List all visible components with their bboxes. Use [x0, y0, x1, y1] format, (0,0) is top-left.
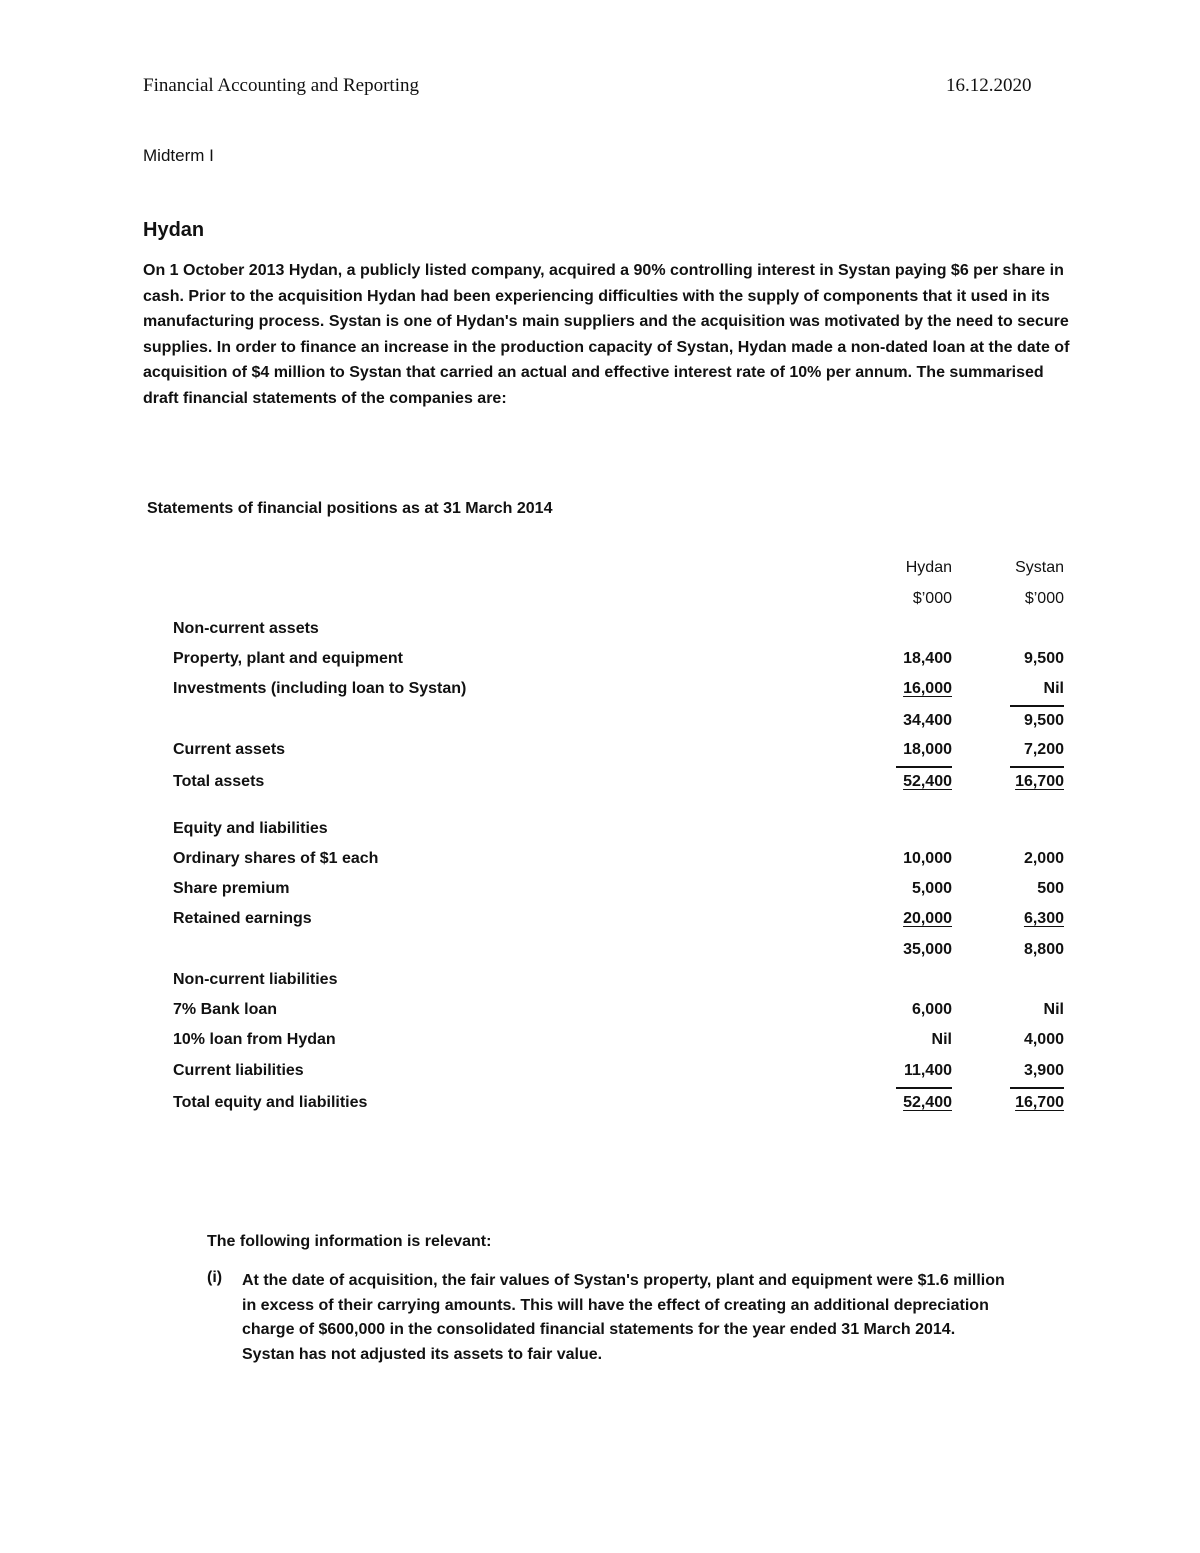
- row-label: Property, plant and equipment: [173, 650, 403, 667]
- table-row: [0, 971, 1200, 1001]
- subtotal-rule: [1010, 766, 1064, 768]
- case-title: Hydan: [143, 219, 205, 241]
- info-heading: The following information is relevant:: [207, 1233, 492, 1250]
- column-header-hydan: Hydan: [905, 559, 952, 576]
- hydan-value: 16,000: [903, 680, 952, 697]
- hydan-value: Nil: [931, 1031, 952, 1048]
- subtotal-rule: [896, 766, 952, 768]
- info-item-text: At the date of acquisition, the fair values of Systan's property, plant and equipment were $1.6 million in excess of their carrying amounts. This will have the effect of creating an additional depreciation charge of $600,000 in the consolidated financial statements for the year ended 31 March 2014. Systan has not adjusted its assets to fair value.: [242, 1272, 1005, 1363]
- row-label: Ordinary shares of $1 each: [173, 850, 379, 867]
- hydan-value: 5,000: [911, 880, 952, 897]
- intro-text: On 1 October 2013 Hydan, a publicly listed company, acquired a 90% controlling interest in Systan paying $6 per share in cash. Prior to the acquisition Hydan had been experiencing difficulties with the supply of components that it used in its manufacturing process. Systan is one of Hydan's main suppliers and the acquisition was motivated by the need to secure supplies. In order to finance an increase in the production capacity of Systan, Hydan made a non-dated loan at the date of acquisition of $4 million to Systan that carried an actual and effective interest rate of 10% per annum. The summarised draft financial statements of the companies are:: [143, 262, 1070, 407]
- subtotal-rule: [1010, 705, 1064, 707]
- systan-value: 9,500: [1023, 650, 1064, 667]
- table-row: [0, 1001, 1200, 1031]
- exam-name: Midterm I: [143, 146, 214, 165]
- column-header-systan: Systan: [1015, 559, 1064, 576]
- table-row: [0, 820, 1200, 850]
- hydan-value: 6,000: [911, 1001, 952, 1018]
- row-label: Total assets: [173, 773, 265, 790]
- row-label: Current liabilities: [173, 1062, 304, 1079]
- hydan-value: 35,000: [903, 941, 952, 958]
- hydan-value: 52,400: [903, 773, 952, 790]
- info-item-marker: (i): [207, 1269, 223, 1286]
- systan-value: 500: [1037, 880, 1064, 897]
- systan-value: Nil: [1043, 680, 1064, 697]
- table-row: [0, 773, 1200, 803]
- table-row: [0, 650, 1200, 680]
- subtotal-rule: [896, 1087, 952, 1089]
- course-title: Financial Accounting and Reporting: [143, 75, 419, 96]
- systan-value: 8,800: [1023, 941, 1064, 958]
- hydan-value: 52,400: [903, 1094, 952, 1111]
- hydan-value: 18,400: [903, 650, 952, 667]
- hydan-value: 11,400: [903, 1062, 952, 1079]
- row-label: Non-current assets: [173, 620, 319, 637]
- row-label: Retained earnings: [173, 910, 312, 927]
- row-label: 10% loan from Hydan: [173, 1031, 336, 1048]
- row-label: Non-current liabilities: [173, 971, 338, 988]
- systan-value: 9,500: [1023, 712, 1064, 729]
- table-row: [0, 1031, 1200, 1061]
- column-header-row: [0, 559, 1200, 589]
- systan-value: 7,200: [1023, 741, 1064, 758]
- table-row: [0, 850, 1200, 880]
- systan-value: 4,000: [1023, 1031, 1064, 1048]
- row-label: Investments (including loan to Systan): [173, 680, 467, 697]
- table-row: [0, 712, 1200, 742]
- column-units-row: [0, 590, 1200, 620]
- column-unit-systan: $’000: [1024, 590, 1064, 607]
- systan-value: 16,700: [1015, 1094, 1064, 1111]
- systan-value: 3,900: [1023, 1062, 1064, 1079]
- table-row: [0, 880, 1200, 910]
- row-label: 7% Bank loan: [173, 1001, 278, 1018]
- row-label: Total equity and liabilities: [173, 1094, 368, 1111]
- row-label: Current assets: [173, 741, 286, 758]
- systan-value: 6,300: [1023, 910, 1064, 927]
- info-item: [242, 1269, 1012, 1367]
- systan-value: Nil: [1043, 1001, 1064, 1018]
- hydan-value: 34,400: [903, 712, 952, 729]
- document-date: 16.12.2020: [946, 75, 1032, 96]
- systan-value: 2,000: [1023, 850, 1064, 867]
- table-row: [0, 1094, 1200, 1124]
- intro-paragraph: [143, 258, 1073, 411]
- hydan-value: 20,000: [903, 910, 952, 927]
- row-label: Share premium: [173, 880, 290, 897]
- table-row: [0, 910, 1200, 940]
- row-label: Equity and liabilities: [173, 820, 328, 837]
- table-row: [0, 620, 1200, 650]
- column-unit-hydan: $’000: [912, 590, 952, 607]
- subtotal-rule: [1010, 1087, 1064, 1089]
- hydan-value: 18,000: [903, 741, 952, 758]
- table-row: [0, 941, 1200, 971]
- hydan-value: 10,000: [903, 850, 952, 867]
- systan-value: 16,700: [1015, 773, 1064, 790]
- statement-title: Statements of financial positions as at 31 March 2014: [147, 500, 553, 517]
